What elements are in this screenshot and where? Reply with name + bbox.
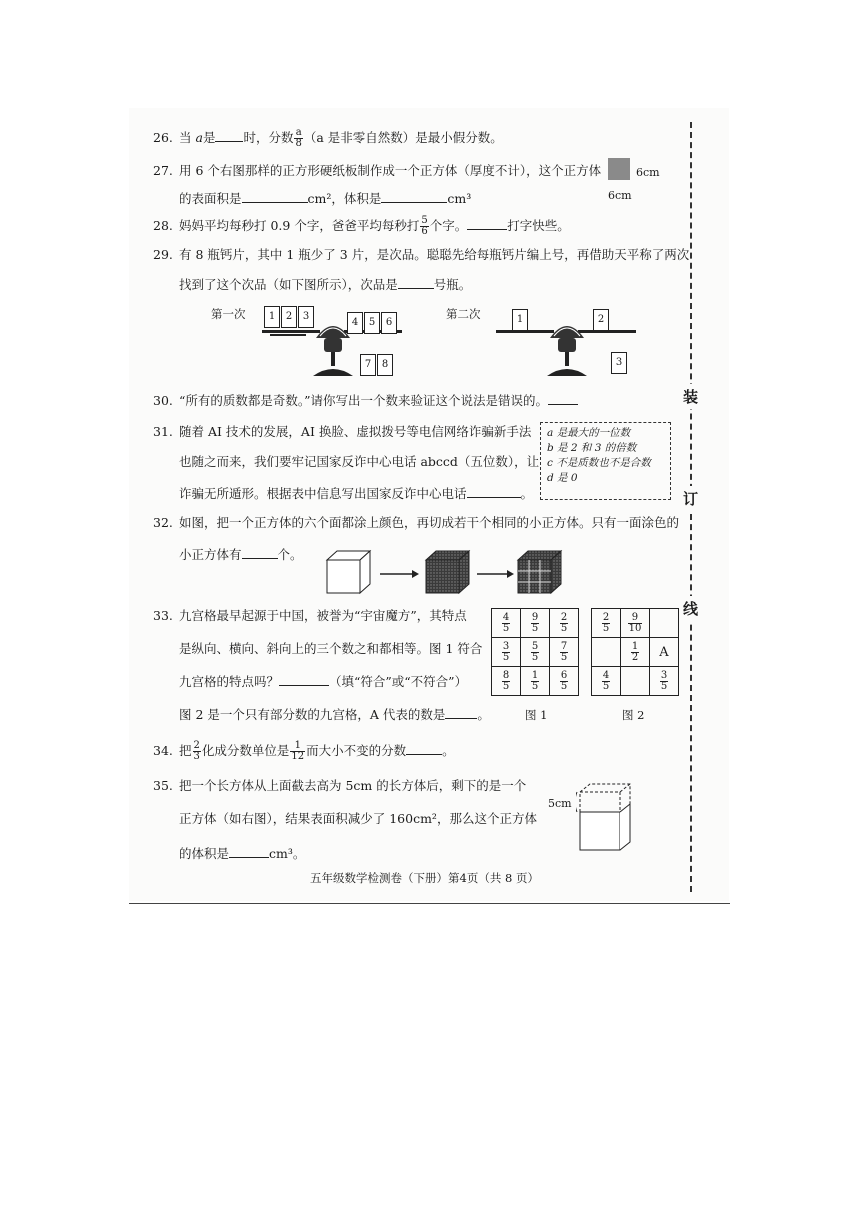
- cuboid-figure: [576, 778, 636, 854]
- bottle: 2: [593, 309, 609, 331]
- gray-square-figure: [608, 158, 630, 180]
- side-char-xian: 线: [683, 596, 698, 621]
- bottle: 8: [377, 354, 393, 376]
- bottle: 3: [298, 306, 314, 328]
- second-weighing-label: 第二次: [446, 307, 481, 321]
- question-31-line3: 诈骗无所遁形。根据表中信息写出国家反诈中心电话 。: [179, 486, 534, 501]
- question-29-line1: 29. 有 8 瓶钙片，其中 1 瓶少了 3 片，是次品。聪聪先给每瓶钙片编上号，再借助天平称了两次: [153, 247, 690, 262]
- grid-cell: $\frac{4}{5}$: [492, 609, 521, 638]
- answer-blank[interactable]: [467, 485, 521, 498]
- question-33-line3: 九宫格的特点吗？ （填“符合”或“不符合”）: [179, 674, 468, 689]
- answer-blank[interactable]: [242, 546, 278, 559]
- grid-cell: $\frac{3}{5}$: [650, 667, 679, 696]
- bottle: 3: [611, 352, 627, 374]
- side-char-ding: 订: [683, 486, 698, 511]
- answer-blank[interactable]: [215, 129, 243, 142]
- question-31-line2: 也随之而来，我们要牢记国家反诈中心电话 abccd（五位数），让: [179, 454, 540, 469]
- grid-cell: $\frac{4}{5}$: [592, 667, 621, 696]
- grid-cell-empty: [621, 667, 650, 696]
- fraction: $\frac{2}{3}$: [193, 740, 200, 762]
- page-footer: 五年级数学检测卷（下册）第4页（共 8 页）: [310, 871, 539, 885]
- magic-square-figure-2: [591, 608, 679, 696]
- question-28: 28. 妈妈平均每秒打 0.9 个字，爸爸平均每秒打 $\frac{5}{6}$ 个字。 打字快些。: [153, 215, 570, 237]
- question-34: 34. 把 $\frac{2}{3}$ 化成分数单位是 $\frac{1}{12}$ 而大小不变的分数 。: [153, 740, 455, 762]
- question-33-line4: 图 2 是一个只有部分数的九宫格，A 代表的数是 。: [179, 707, 490, 722]
- answer-blank[interactable]: [398, 276, 434, 289]
- bottle: 6: [381, 312, 397, 334]
- question-35-line2: 正方体（如右图），结果表面积减少了 160cm²，那么这个正方体: [179, 811, 537, 826]
- grid-cell-a: A: [650, 638, 679, 667]
- answer-blank[interactable]: [548, 392, 578, 405]
- bottle: 7: [360, 354, 376, 376]
- bottle: 4: [347, 312, 363, 334]
- question-33-line1: 33. 九宫格最早起源于中国，被誉为“宇宙魔方”，其特点: [153, 608, 467, 623]
- grid-cell: $\frac{9}{10}$: [621, 609, 650, 638]
- question-30: 30. “所有的质数都是奇数。”请你写出一个数来验证这个说法是错误的。: [153, 392, 578, 409]
- question-31-line1: 31. 随着 AI 技术的发展，AI 换脸、虚拟拨号等电信网络诈骗新手法: [153, 424, 532, 439]
- grid-cell: $\frac{2}{5}$: [592, 609, 621, 638]
- first-weighing-label: 第一次: [211, 307, 246, 321]
- figure-2-label: 图 2: [622, 708, 645, 722]
- cut-height-label: 5cm: [548, 797, 572, 810]
- grid-cell: $\frac{3}{5}$: [492, 638, 521, 667]
- question-32-line1: 32. 如图，把一个正方体的六个面都涂上颜色，再切成若干个相同的小正方体。只有一面涂色的: [153, 515, 680, 530]
- grid-cell: $\frac{5}{5}$: [521, 638, 550, 667]
- painted-cube: [426, 551, 469, 593]
- fraction: $\frac{1}{12}$: [291, 740, 305, 762]
- question-26: 26. 当 a是 时，分数 $\frac{a}{8}$ （a 是非零自然数）是最小假分数。: [153, 127, 503, 149]
- square-bottom-label: 6cm: [608, 189, 632, 202]
- answer-blank[interactable]: [406, 742, 442, 755]
- magic-square-figure-1: [491, 608, 579, 696]
- answer-blank[interactable]: [229, 845, 269, 858]
- question-27-line2: 的表面积是 cm²，体积是 cm³: [179, 191, 472, 206]
- square-side-label: 6cm: [636, 166, 660, 179]
- grid-cell-empty: [650, 609, 679, 638]
- answer-blank[interactable]: [242, 190, 308, 203]
- grid-cell: $\frac{1}{5}$: [521, 667, 550, 696]
- side-char-zhuang: 装: [683, 384, 698, 409]
- question-29-line2: 找到了这个次品（如下图所示），次品是 号瓶。: [179, 277, 472, 292]
- cube-cutting-figure: [322, 548, 572, 596]
- balance-1-left-pan: [264, 306, 314, 328]
- bottle: 5: [364, 312, 380, 334]
- figure-1-label: 图 1: [525, 708, 548, 722]
- answer-blank[interactable]: [467, 217, 507, 230]
- question-27-line1: 27. 用 6 个右图那样的正方形硬纸板制作成一个正方体（厚度不计），这个正方体: [153, 163, 602, 178]
- question-35-line1: 35. 把一个长方体从上面截去高为 5cm 的长方体后，剩下的是一个: [153, 778, 527, 793]
- balance-1-right-pan: [347, 312, 397, 334]
- bottle: 2: [281, 306, 297, 328]
- grid-cell: $\frac{1}{2}$: [621, 638, 650, 667]
- answer-blank[interactable]: [445, 706, 477, 719]
- question-35-line3: 的体积是 cm³。: [179, 846, 306, 861]
- clue-box: a 是最大的一位数 b 是 2 和 3 的倍数 c 不是质数也不是合数 d 是 0: [540, 422, 671, 500]
- answer-blank[interactable]: [279, 673, 329, 686]
- question-32-line2: 小正方体有 个。: [179, 547, 303, 562]
- fraction: $\frac{5}{6}$: [421, 215, 428, 237]
- grid-cell: $\frac{6}{5}$: [550, 667, 579, 696]
- grid-cell: $\frac{8}{5}$: [492, 667, 521, 696]
- page-bottom-rule: [129, 903, 730, 904]
- bottle: 1: [264, 306, 280, 328]
- grid-cell: $\frac{9}{5}$: [521, 609, 550, 638]
- grid-cell: $\frac{7}{5}$: [550, 638, 579, 667]
- bottle: 1: [512, 309, 528, 331]
- plain-cube: [327, 551, 370, 593]
- question-33-line2: 是纵向、横向、斜向上的三个数之和都相等。图 1 符合: [179, 641, 483, 656]
- balance-1-aside: [360, 354, 393, 376]
- fraction: $\frac{a}{8}$: [295, 127, 302, 149]
- grid-cell-empty: [592, 638, 621, 667]
- cut-cube: [518, 551, 561, 593]
- grid-cell: $\frac{2}{5}$: [550, 609, 579, 638]
- answer-blank[interactable]: [381, 190, 447, 203]
